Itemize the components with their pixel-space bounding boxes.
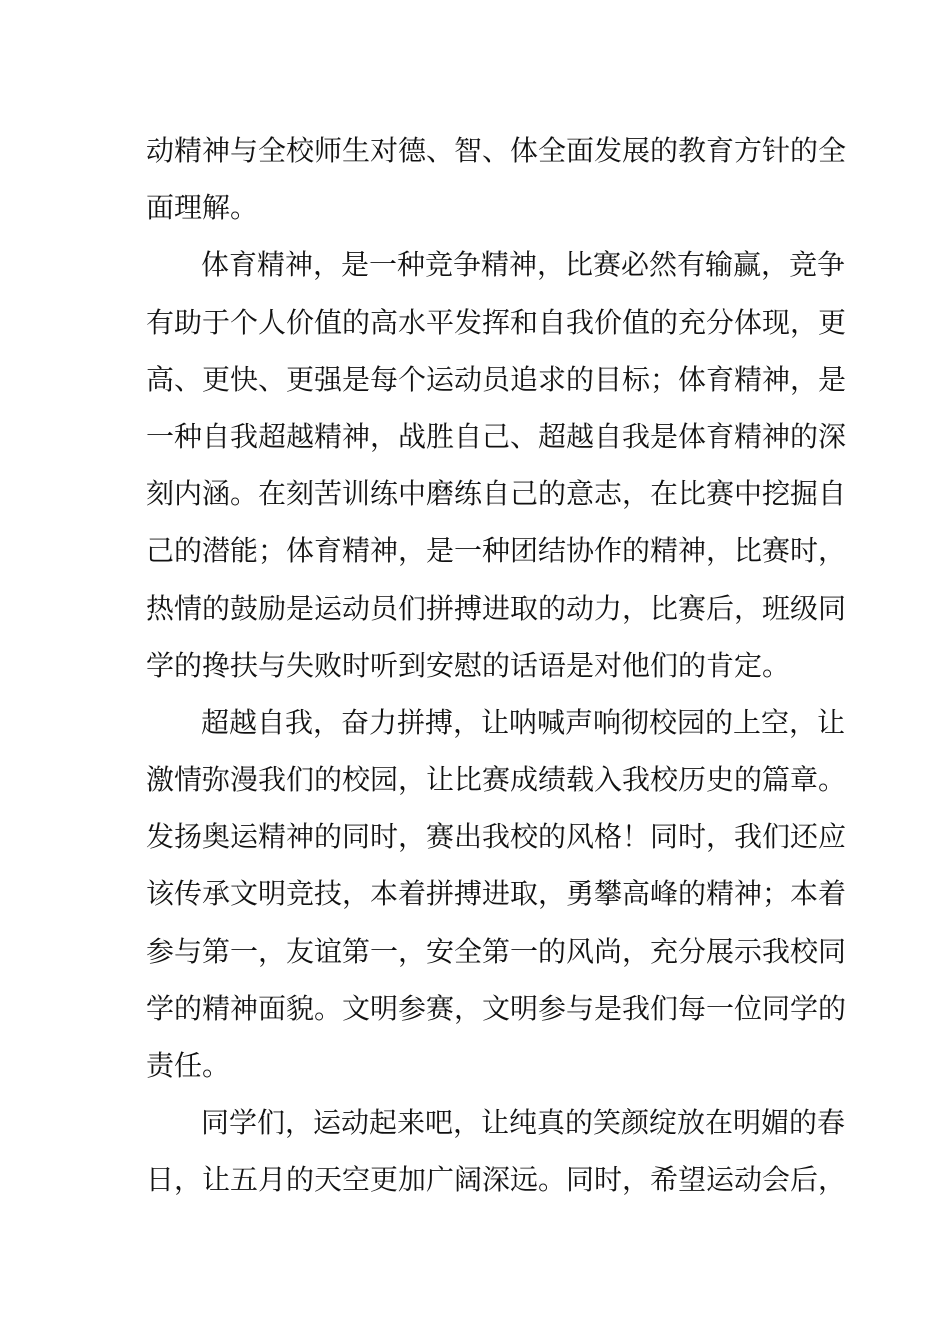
text-line: 刻内涵。在刻苦训练中磨练自己的意志，在比赛中挖掘自: [146, 477, 847, 511]
text-line: 体育精神，是一种竞争精神，比赛必然有输赢，竞争: [201, 248, 846, 282]
text-line: 学的搀扶与失败时听到安慰的话语是对他们的肯定。: [146, 648, 791, 682]
text-line: 日，让五月的天空更加广阔深远。同时，希望运动会后，: [146, 1163, 847, 1197]
text-line: 面理解。: [146, 191, 259, 225]
text-line: 学的精神面貌。文明参赛，文明参与是我们每一位同学的: [146, 991, 847, 1025]
text-line: 高、更快、更强是每个运动员追求的目标；体育精神，是: [146, 362, 847, 396]
paragraph-2: [146, 236, 847, 694]
text-line: 有助于个人价值的高水平发挥和自我价值的充分体现，更: [146, 305, 847, 339]
paragraph-4: [146, 1094, 847, 1208]
text-line: 同学们，运动起来吧，让纯真的笑颜绽放在明媚的春: [201, 1106, 846, 1140]
text-line: 该传承文明竞技，本着拼搏进取，勇攀高峰的精神；本着: [146, 877, 847, 911]
text-line: 发扬奥运精神的同时，赛出我校的风格！同时，我们还应: [146, 820, 847, 854]
document-body: [146, 122, 847, 1209]
text-line: 一种自我超越精神，战胜自己、超越自我是体育精神的深: [146, 419, 847, 453]
paragraph-3: [146, 694, 847, 1094]
paragraph-1: [146, 122, 847, 236]
text-line: 超越自我，奋力拼搏，让呐喊声响彻校园的上空，让: [201, 705, 846, 739]
text-line: 动精神与全校师生对德、智、体全面发展的教育方针的全: [146, 134, 847, 167]
text-line: 责任。: [146, 1049, 231, 1082]
text-line: 热情的鼓励是运动员们拼搏进取的动力，比赛后，班级同: [146, 591, 847, 625]
text-line: 激情弥漫我们的校园，让比赛成绩载入我校历史的篇章。: [146, 763, 847, 797]
text-line: 参与第一，友谊第一，安全第一的风尚，充分展示我校同: [146, 934, 847, 968]
text-line: 己的潜能；体育精神，是一种团结协作的精神，比赛时，: [146, 534, 847, 568]
